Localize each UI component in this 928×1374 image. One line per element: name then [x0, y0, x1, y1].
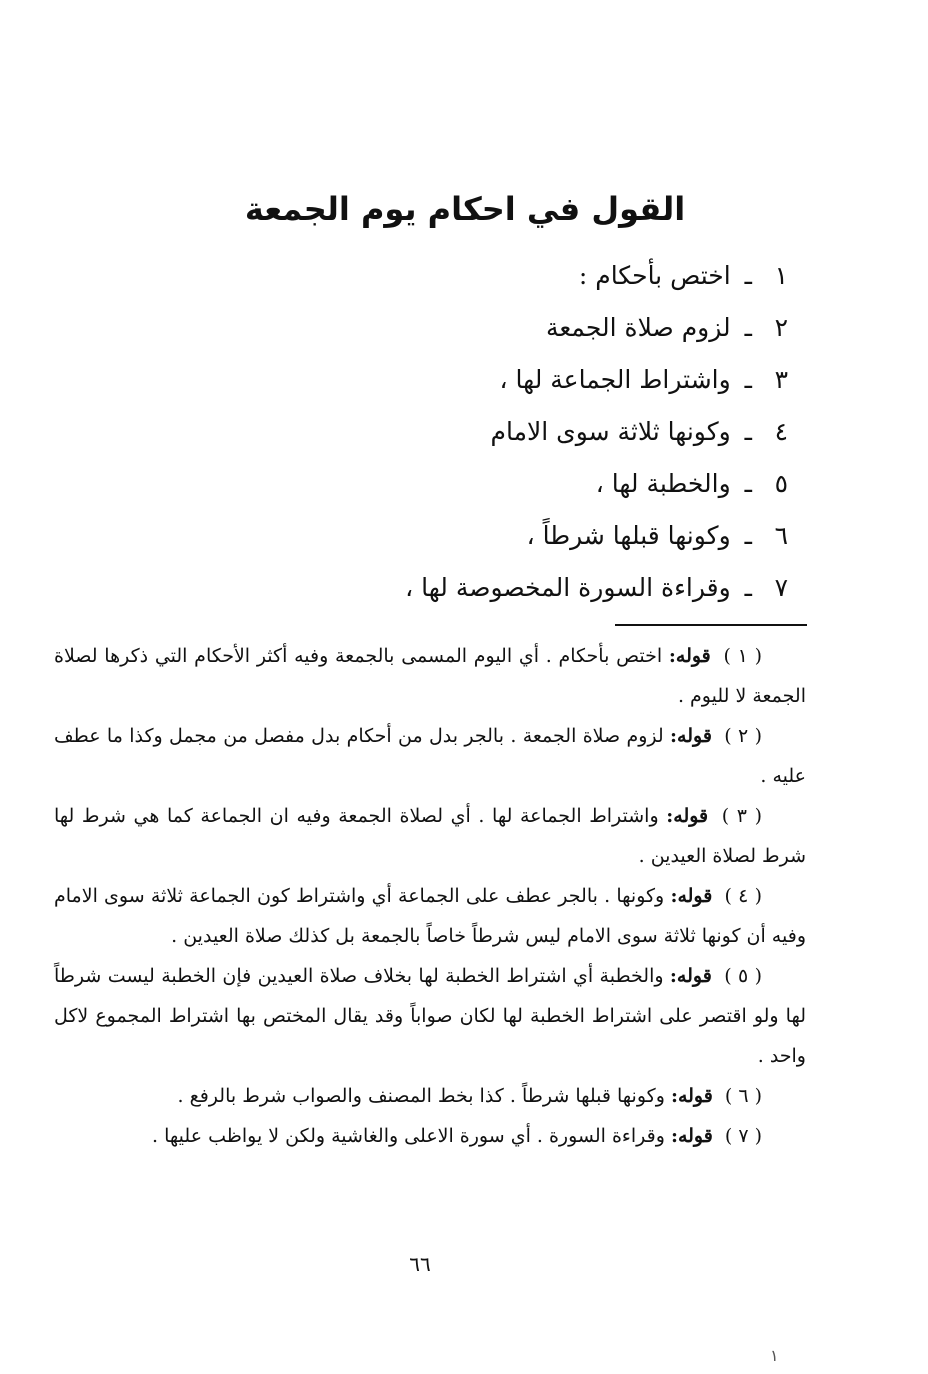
- list-item: [228, 250, 788, 302]
- item-text: وكونها ثلاثة سوى الامام: [490, 417, 731, 446]
- list-item: [228, 302, 788, 354]
- list-item: [228, 562, 788, 614]
- footnote: [54, 1116, 806, 1156]
- item-text: اختص بأحكام :: [578, 261, 731, 290]
- footnote-marker: ( ٧ ): [724, 1125, 762, 1147]
- item-dash: ـ: [744, 469, 752, 498]
- item-dash: ـ: [744, 261, 752, 290]
- chapter-title: القول في احكام يوم الجمعة: [244, 190, 686, 229]
- item-number: ٥: [774, 469, 788, 498]
- corner-mark: ١: [770, 1346, 779, 1365]
- item-number: ٤: [774, 417, 788, 446]
- footnote-text: واشتراط الجماعة لها . أي لصلاة الجمعة وفيه ان الجماعة كما هي شرط لها شرط لصلاة العيدين .: [54, 805, 806, 867]
- footnote: [54, 1076, 806, 1116]
- item-number: ١: [774, 261, 788, 290]
- item-dash: ـ: [744, 365, 752, 394]
- item-text: وكونها قبلها شرطاً ،: [526, 521, 731, 550]
- footnote: [54, 956, 806, 1076]
- item-number: ٢: [774, 313, 788, 342]
- footnote-divider: [615, 624, 807, 626]
- footnote-keyword: قوله:: [670, 885, 713, 907]
- footnote: [54, 716, 806, 796]
- footnote-keyword: قوله:: [670, 725, 712, 747]
- footnote-text: والخطبة أي اشتراط الخطبة لها بخلاف صلاة العيدين فإن الخطبة ليست شرطاً لها ولو اقتصر على اشتراط الخطبة لها لكان صواباً وقد يقال المختص بها اشتراط المجموع لاكل واحد .: [54, 965, 806, 1067]
- footnotes: [54, 636, 806, 1156]
- footnote-marker: ( ٤ ): [724, 885, 762, 907]
- item-dash: ـ: [744, 521, 752, 550]
- list-item: [228, 510, 788, 562]
- list-item: [228, 406, 788, 458]
- footnote-marker: ( ١ ): [723, 645, 763, 667]
- footnote-text: وقراءة السورة . أي سورة الاعلى والغاشية ولكن لا يواظب عليها .: [152, 1125, 665, 1147]
- footnote-marker: ( ٢ ): [724, 725, 763, 747]
- item-dash: ـ: [744, 417, 752, 446]
- item-text: وقراءة السورة المخصوصة لها ،: [405, 573, 731, 602]
- footnote-keyword: قوله:: [670, 1085, 713, 1107]
- item-text: لزوم صلاة الجمعة: [545, 313, 731, 342]
- footnote-marker: ( ٣ ): [721, 805, 762, 827]
- footnote: [54, 796, 806, 876]
- footnote-text: وكونها قبلها شرطاً . كذا بخط المصنف والصواب شرط بالرفع .: [177, 1085, 665, 1107]
- rulings-list: [228, 250, 788, 614]
- item-dash: ـ: [744, 313, 752, 342]
- footnote-marker: ( ٦ ): [724, 1085, 762, 1107]
- footnote-keyword: قوله:: [668, 645, 711, 667]
- footnote: [54, 876, 806, 956]
- list-item: [228, 458, 788, 510]
- item-text: والخطبة لها ،: [595, 469, 731, 498]
- footnote-keyword: قوله:: [670, 1125, 713, 1147]
- item-dash: ـ: [744, 573, 752, 602]
- item-text: واشتراط الجماعة لها ،: [499, 365, 731, 394]
- item-number: ٦: [774, 521, 788, 550]
- footnote-text: اختص بأحكام . أي اليوم المسمى بالجمعة وفيه أكثر الأحكام التي ذكرها لصلاة الجمعة لا لليوم .: [54, 645, 806, 707]
- footnote: [54, 636, 806, 716]
- footnote-keyword: قوله:: [666, 805, 709, 827]
- footnote-text: وكونها . بالجر عطف على الجماعة أي واشتراط كون الجماعة ثلاثة سوى الامام وفيه أن كونها ثلاثة سوى الامام ليس شرطاً خاصاً بالجمعة بل كذلك صلاة العيدين .: [54, 885, 806, 947]
- footnote-text: لزوم صلاة الجمعة . بالجر بدل من أحكام بدل مفصل من مجمل وكذا ما عطف عليه .: [54, 725, 806, 787]
- page-number: ٦٦: [409, 1252, 431, 1276]
- item-number: ٣: [774, 365, 788, 394]
- list-item: [228, 354, 788, 406]
- footnote-marker: ( ٥ ): [724, 965, 762, 987]
- footnote-keyword: قوله:: [669, 965, 712, 987]
- item-number: ٧: [774, 573, 788, 602]
